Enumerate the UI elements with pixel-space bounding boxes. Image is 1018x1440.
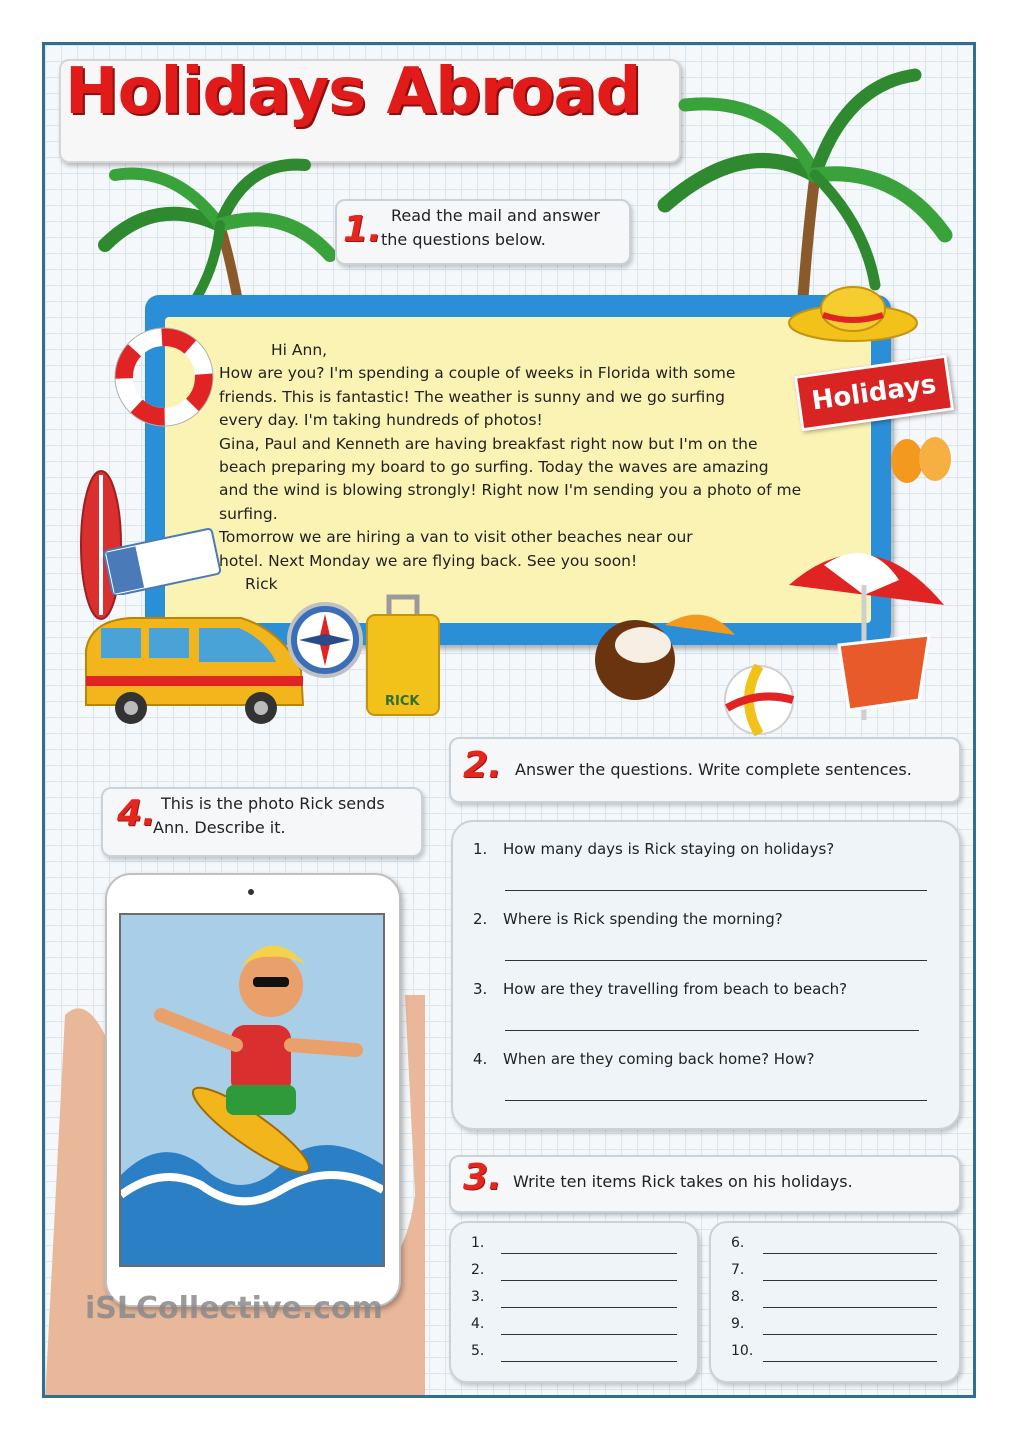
answer-line[interactable]: [505, 890, 927, 891]
item-number: 9.: [731, 1316, 745, 1332]
item-line[interactable]: [763, 1307, 937, 1308]
item-line[interactable]: [763, 1334, 937, 1335]
mail-line: every day. I'm taking hundreds of photos!: [219, 411, 543, 430]
question-text: When are they coming back home? How?: [503, 1050, 815, 1068]
mail-line: Gina, Paul and Kenneth are having breakfast right now but I'm on the: [219, 434, 758, 453]
question-item: [473, 840, 933, 858]
section2-number: 2.: [463, 745, 502, 786]
mail-line: hotel. Next Monday we are flying back. See you soon!: [219, 551, 638, 570]
question-item: [473, 980, 933, 998]
section4-number: 4.: [117, 793, 156, 834]
item-line[interactable]: [501, 1361, 677, 1362]
item-line[interactable]: [501, 1253, 677, 1254]
item-number: 2.: [471, 1262, 485, 1278]
suitcase-tag: RICK: [385, 694, 420, 709]
mail-line: beach preparing my board to go surfing. Today the waves are amazing: [219, 458, 769, 477]
mail-signature: Rick: [245, 575, 278, 594]
item-number: 8.: [731, 1289, 745, 1305]
item-line[interactable]: [763, 1361, 937, 1362]
item-line[interactable]: [501, 1280, 677, 1281]
question-number: 2.: [473, 910, 488, 928]
question-text: Where is Rick spending the morning?: [503, 910, 783, 928]
boarding-pass-icon: [103, 525, 223, 595]
section1-instruction-line2: the questions below.: [381, 230, 546, 249]
mail-line: and the wind is blowing strongly! Right now I'm sending you a photo of me: [219, 481, 802, 500]
mail-line: Tomorrow we are hiring a van to visit other beaches near our: [219, 528, 693, 547]
section1-number: 1.: [343, 209, 382, 250]
answer-line[interactable]: [505, 1100, 927, 1101]
question-number: 4.: [473, 1050, 488, 1068]
section3-instruction: Write ten items Rick takes on his holidays.: [513, 1172, 853, 1191]
item-number: 3.: [471, 1289, 485, 1305]
worksheet-page: [42, 42, 976, 1398]
item-line[interactable]: [763, 1280, 937, 1281]
mail-line: How are you? I'm spending a couple of weeks in Florida with some: [219, 364, 736, 383]
page-title: Holidays Abroad: [65, 55, 641, 129]
watermark: iSLCollective.com: [85, 1291, 383, 1326]
item-line[interactable]: [501, 1307, 677, 1308]
item-number: 7.: [731, 1262, 745, 1278]
item-number: 4.: [471, 1316, 485, 1332]
answer-line[interactable]: [505, 960, 927, 961]
mail-greeting: Hi Ann,: [271, 341, 328, 359]
items-panel-right: [709, 1221, 961, 1383]
question-text: How many days is Rick staying on holidays?: [503, 840, 835, 858]
item-number: 6.: [731, 1235, 745, 1251]
item-line[interactable]: [763, 1253, 937, 1254]
question-item: [473, 1050, 933, 1068]
item-line[interactable]: [501, 1334, 677, 1335]
mail-line: surfing.: [219, 504, 278, 523]
item-number: 5.: [471, 1343, 485, 1359]
camera-dot-icon: [248, 889, 254, 895]
answer-line[interactable]: [505, 1030, 919, 1031]
beach-ball-icon: [719, 660, 799, 740]
tablet-photo: [119, 913, 385, 1267]
questions-panel: [451, 820, 961, 1130]
question-text: How are they travelling from beach to beach?: [503, 980, 848, 998]
question-item: [473, 910, 933, 928]
section4-instruction-line1: This is the photo Rick sends: [161, 794, 385, 813]
item-number: 10.: [731, 1343, 754, 1359]
surfer-illustration-icon: [121, 915, 383, 1265]
flip-flops-icon: [885, 435, 955, 485]
question-number: 3.: [473, 980, 488, 998]
compass-icon: [285, 600, 365, 680]
mail-line: friends. This is fantastic! The weather is sunny and we go surfing: [219, 387, 725, 406]
section2-instruction: Answer the questions. Write complete sentences.: [515, 760, 912, 779]
van-icon: [81, 610, 311, 730]
mail-text: [219, 339, 839, 596]
section1-instruction-line1: Read the mail and answer: [391, 206, 600, 225]
section3-number: 3.: [463, 1157, 502, 1198]
items-panel-left: [449, 1221, 699, 1383]
item-number: 1.: [471, 1235, 485, 1251]
lifebuoy-icon: [109, 327, 219, 427]
beach-umbrella-icon: [779, 525, 949, 725]
section4-instruction-line2: Ann. Describe it.: [153, 818, 286, 837]
straw-hat-icon: [783, 277, 923, 347]
holidays-sign-label: Holidays: [809, 369, 939, 417]
suitcase-icon: [363, 593, 443, 723]
question-number: 1.: [473, 840, 488, 858]
